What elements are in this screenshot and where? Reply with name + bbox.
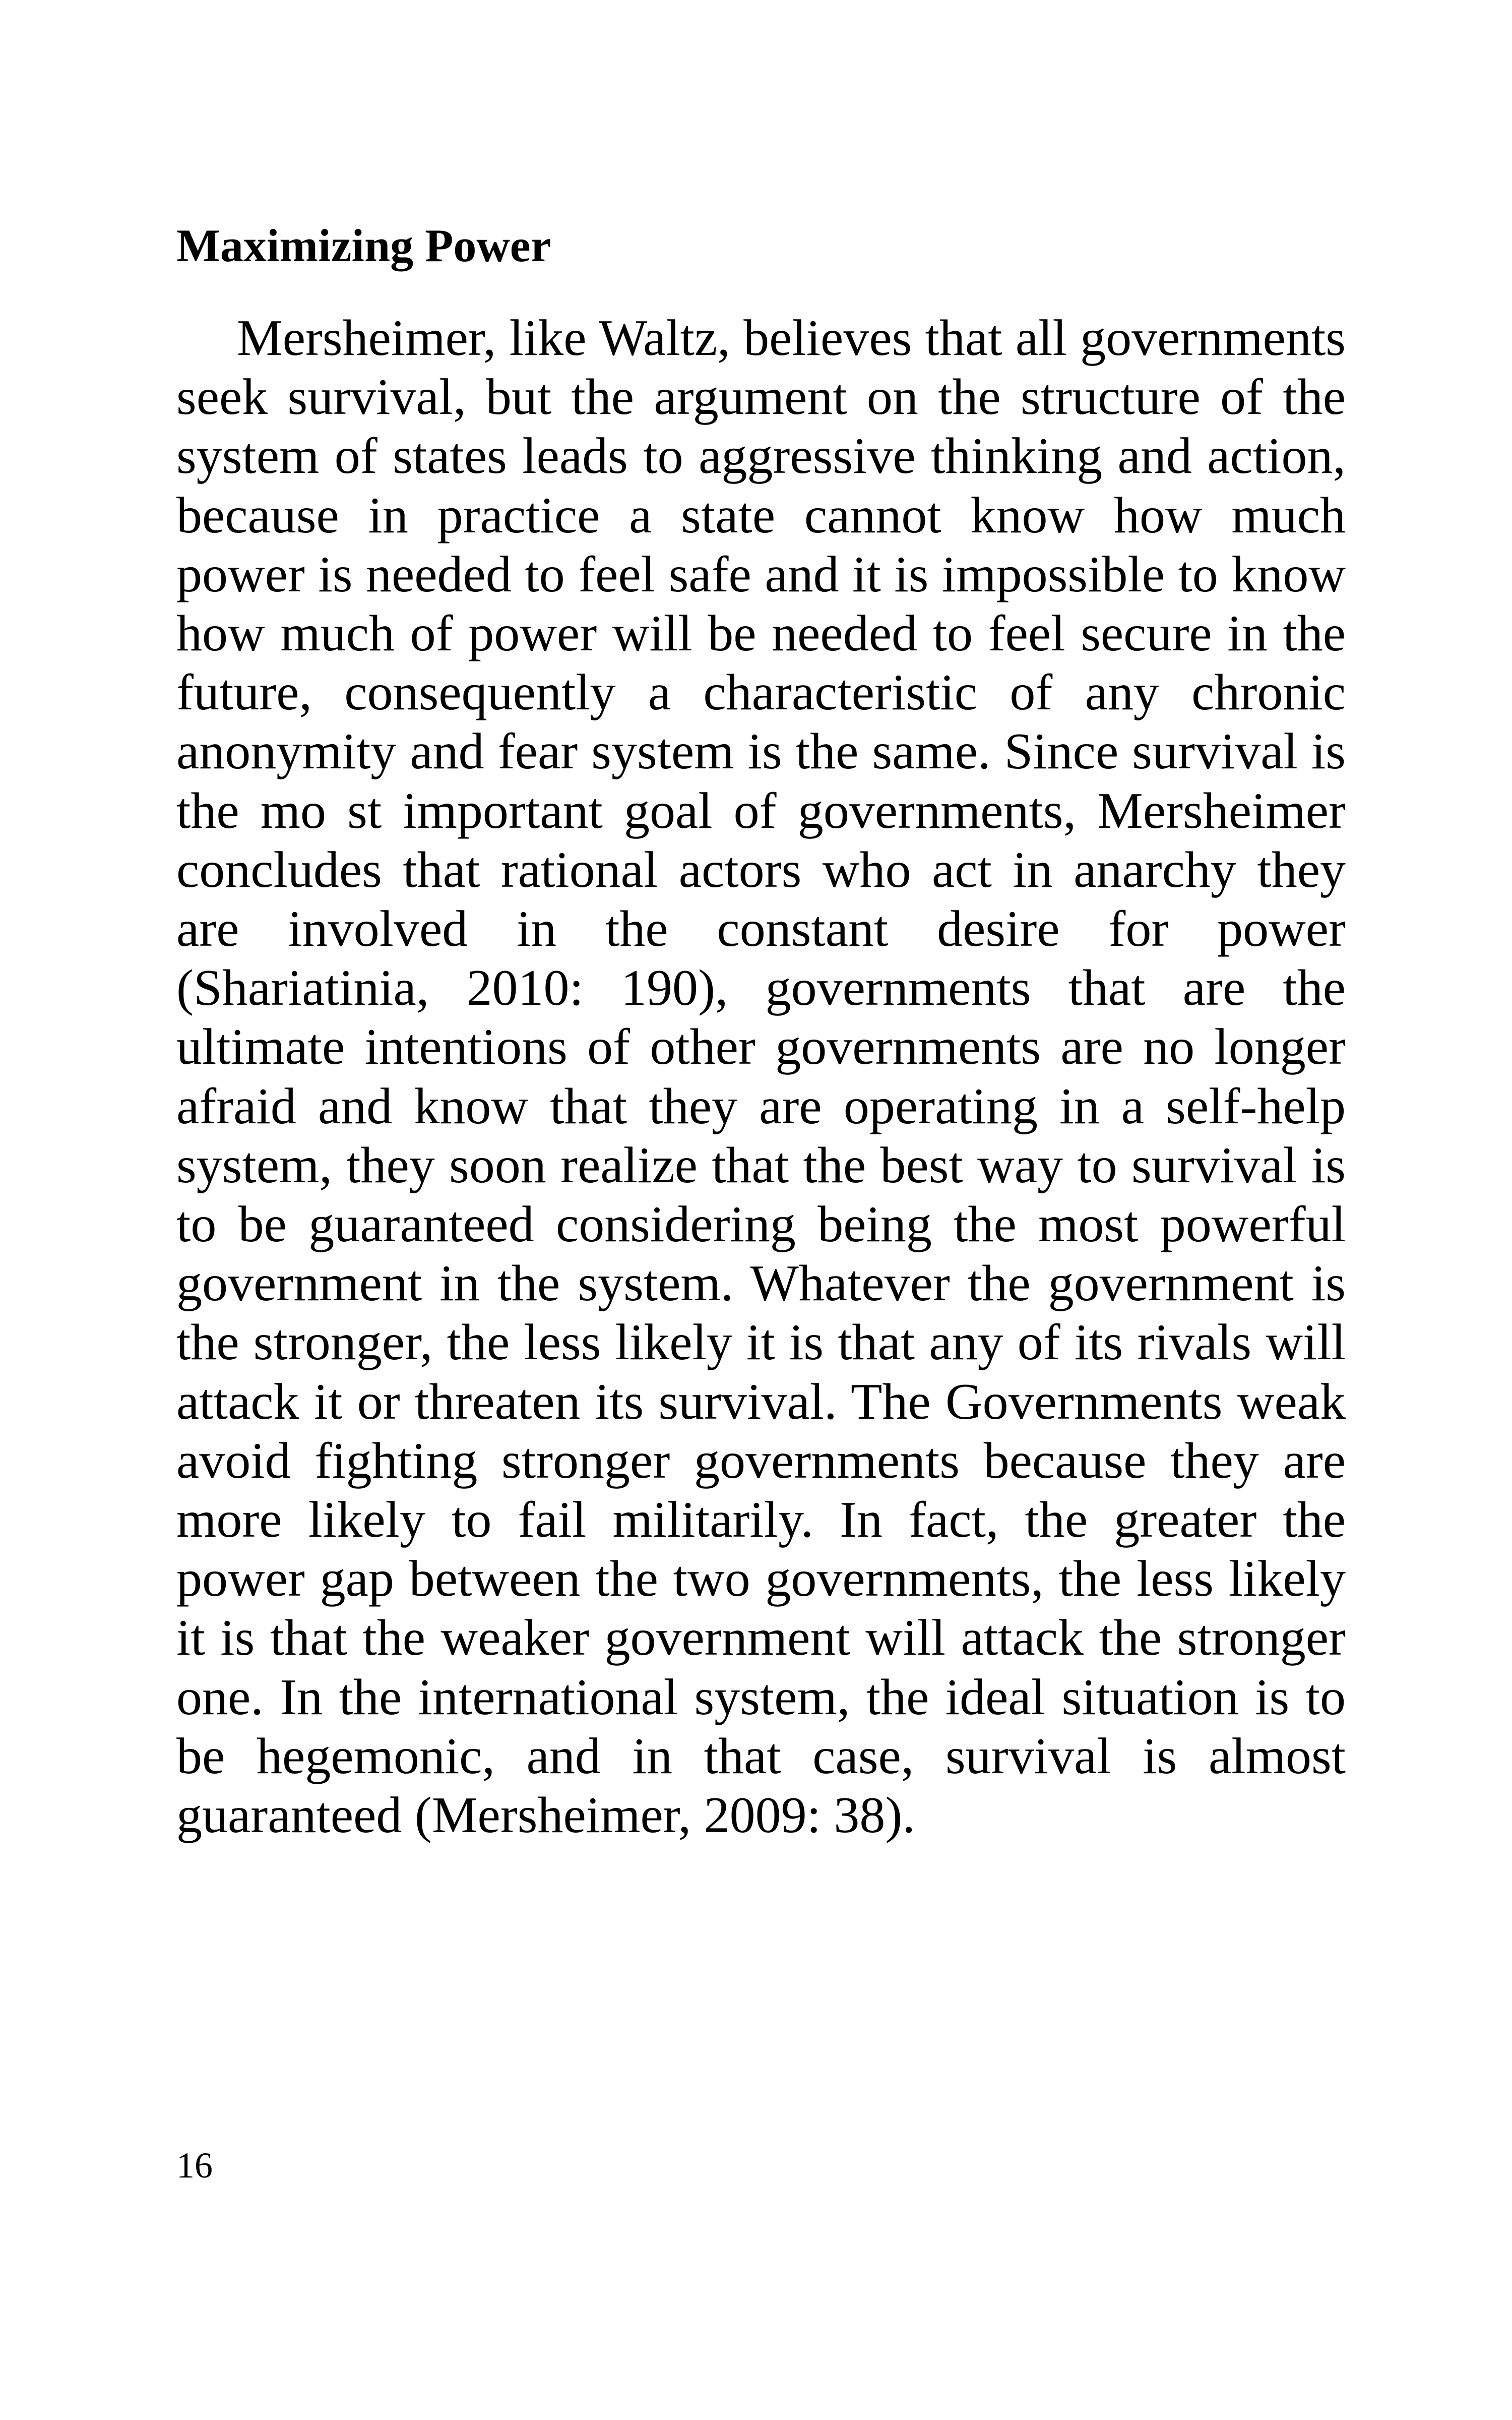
page-number: 16 bbox=[176, 2145, 213, 2186]
body-paragraph: Mersheimer, like Waltz, believes that all governments seek survival, but the argument on the structure of the system of states leads to aggressive thinking and action, because in practice a state cannot know how much power is needed to feel safe and it is impossible to know how much of power will be needed to feel secure in the future, consequently a characteristic of any chronic anonymity and fear system is the same. Since survival is the mo st important goal of governments, Mersheimer concludes that rational actors who act in anarchy they are involved in the constant desire for power (Shariatinia, 2010: 190), governments that are the ultimate intentions of other governments are no longer afraid and know that they are operating in a self-help system, they soon realize that the best way to survival is to be guaranteed considering being the most powerful government in the system. Whatever the government is the stronger, the less likely it is that any of its rivals will attack it or threaten its survival. The Governments weak avoid fighting stronger governments because they are more likely to fail militarily. In fact, the greater the power gap between the two governments, the less likely it is that the weaker government will attack the stronger one. In the international system, the ideal situation is to be hegemonic, and in that case, survival is almost guaranteed (Mersheimer, 2009: 38). bbox=[176, 310, 1346, 1844]
section-heading: Maximizing Power bbox=[176, 220, 551, 271]
